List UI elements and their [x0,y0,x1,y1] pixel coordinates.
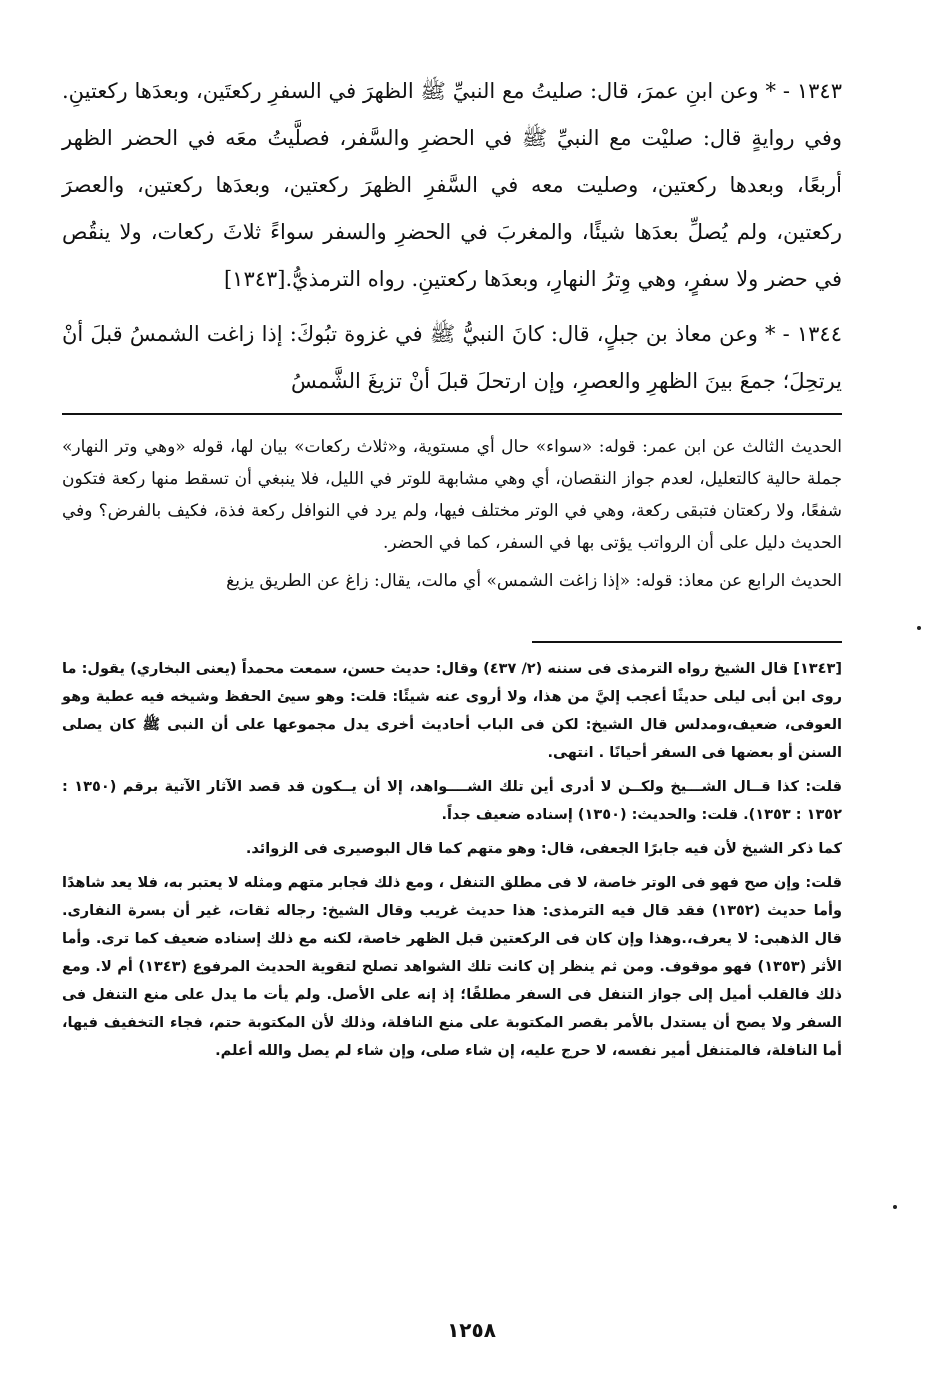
footnote-divider [532,641,842,643]
hadith-text [62,68,842,405]
commentary [62,431,842,597]
footnote-paragraph-3: كما ذكر الشيخ لأن فيه جابرًا الجعفى، قال: وهو متهم كما قال البوصيرى فى الزوائد. [245,841,842,857]
book-page [62,68,842,1071]
hadith-1343: ١٣٤٣ - * وعن ابنِ عمرَ، قال: صليتُ مع النبيِّ ﷺ الظهرَ في السفرِ ركعتَين، وبعدَها ركعتينِ. وفي روايةٍ قال: صليْت مع النبيِّ ﷺ في الحضرِ والسَّفر، فصلَّيتُ معَه في الحضر الظهر أربعًا، وبعدها ركعتين، وصليت معه في السَّفرِ الظهرَ ركعتين، وبعدَها ركعتين، والعصرَ ركعتين، ولم يُصلِّ بعدَها شيئًا، والمغربَ في الحضرِ والسفر سواءً ثلاثَ ركعات، ولا ينقُص في حضر ولا سفرٍ، وهي وِترُ النهارِ، وبعدَها ركعتينِ. رواه الترمذيُّ.[١٣٤٣] [62,79,842,291]
footnote-1343: [١٣٤٣] قال الشيخ رواه الترمذى فى سننه (٢/ ٤٣٧) وقال: حديث حسن، سمعت محمداً (يعنى البخاري) يقول: ما روى ابن أبى ليلى حديثًا أعجب إليَّ من هذا، ولا أروى عنه شيئًا: قلت: وهو سيئ الحفظ وشيخه فيه عطية وهو العوفى، ضعيف،ومدلس قال الشيخ: لكن فى الباب أحاديث أخرى يدل مجموعها على أن النبى ﷺ كان يصلى السنن أو بعضها فى السفر أحيانًا . انتهى. [62,661,842,761]
scan-speck [917,626,921,630]
main-divider [62,413,842,415]
scan-speck [893,1205,897,1209]
footnote-paragraph-4: قلت: وإن صح فهو فى الوتر خاصة، لا فى مطلق التنفل ، ومع ذلك فجابر متهم ومثله لا يعتبر به، فلا يعد شاهدًا وأما حديث (١٣٥٢) فقد قال فيه الترمذى: هذا حديث غريب وقال الشيخ: رجاله ثقات، غير أن بسرة النفارى. قال الذهبى: لا يعرف،.وهذا وإن كان فى الركعتين قبل الظهر خاصة، لكنه مع ذلك إسناده ضعيف كما ترى. وأما الأثر (١٣٥٣) فهو موقوف. ومن ثم ينظر إن كانت تلك الشواهد تصلح لتقوية الحديث المرفوع (١٣٤٣) أم لا. ومع ذلك فالقلب أميل إلى جواز التنفل فى السفر مطلقًا؛ إذ إنه على الأصل. ولم يأت ما يدل على منع التنفل فى السفر ولا يصح أن يستدل بالأمر بقصر المكتوبة على منع النافلة، وذلك لأن المكتوبة حتم، فجاء التخفيف فيها، أما النافلة، فالمتنفل أمير نفسه، لا حرج عليه، إن شاء صلى، وإن شاء لم يصل والله أعلم. [62,875,843,1059]
page-number: ١٢٥٨ [447,1318,496,1342]
footnotes [62,655,842,1065]
commentary-paragraph-2: الحديث الرابع عن معاذ: قوله: «إذا زاغت الشمس» أي مالت، يقال: زاغ عن الطريق يزيغ [226,571,842,591]
commentary-paragraph-1: الحديث الثالث عن ابن عمر: قوله: «سواء» حال أي مستوية، و«ثلاث ركعات» بيان لها، قوله «وهي وتر النهار» جملة حالية كالتعليل، لعدم جواز النقصان، أي وهي مشابهة للوتر في الليل، فلا ينبغي أن تسقط منها ركعة فتكون شفعًا، ولا ركعتان فتبقى ركعة، وهي في الوتر مختلف فيها، ولم يرد في النوافل ركعة فذة، فكيف بالفرض؟ وفي الحديث دليل على أن الرواتب يؤتى بها في السفر، كما في الحضر. [62,437,842,553]
hadith-1344: ١٣٤٤ - * وعن معاذ بن جبلٍ، قال: كانَ النبيُّ ﷺ في غزوة تبُوكَ: إذا زاغت الشمسُ قبلَ أنْ يرتحِلَ؛ جمعَ بينَ الظهرِ والعصرِ، وإن ارتحلَ قبلَ أنْ تزيغَ الشَّمسُ [62,322,842,393]
footnote-paragraph-2: قلت: كذا قــال الشـــيخ ولكــن لا أدرى أين تلك الشــــواهد، إلا أن يــكون قد قصد الآثار الآتية برقم (١٣٥٠ : ١٣٥٢ : ١٣٥٣). قلت: والحديث: (١٣٥٠) إسناده ضعيف جداً. [62,779,842,823]
